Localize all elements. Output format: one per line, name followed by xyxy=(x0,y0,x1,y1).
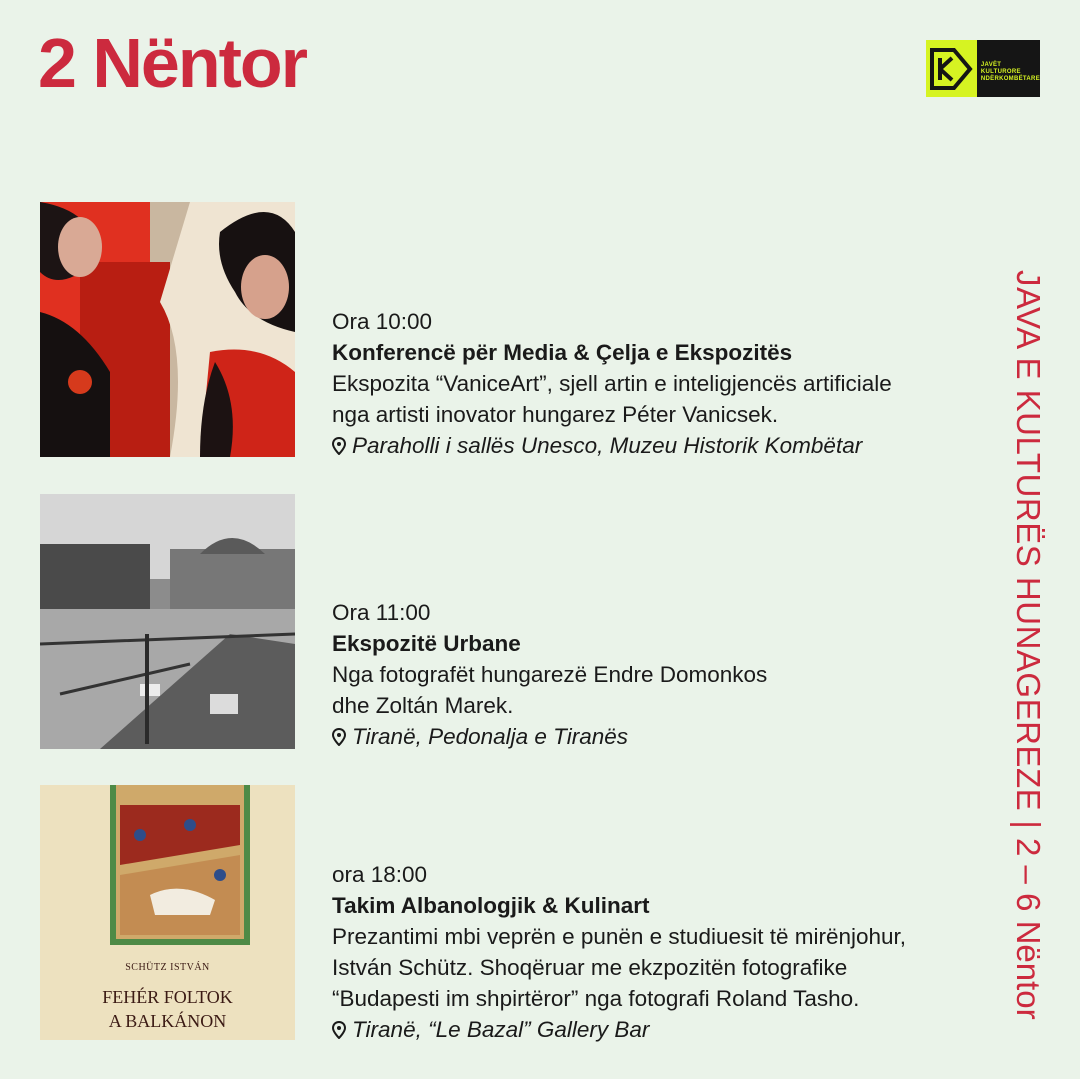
event-item xyxy=(40,785,1000,1040)
event-time: Ora 10:00 xyxy=(332,309,433,334)
logo-line-2: KULTURORE xyxy=(980,69,1021,75)
book-title-line-2: A BALKÁNON xyxy=(108,1011,227,1031)
event-image-book-cover xyxy=(40,785,295,1040)
logo-line-1: JAVËT xyxy=(980,62,1002,68)
event-item xyxy=(40,494,1000,749)
event-image-city-photo xyxy=(40,494,295,749)
logo-k-icon xyxy=(926,40,977,97)
festival-logo xyxy=(926,40,1040,97)
location-pin-icon xyxy=(332,1021,346,1039)
book-author: SCHÜTZ ISTVÁN xyxy=(125,962,210,973)
event-location-text: Tiranë, “Le Bazal” Gallery Bar xyxy=(352,1017,650,1042)
event-item xyxy=(40,202,1000,457)
date-title: 2 Nëntor xyxy=(38,24,306,102)
book-title-line-1: FEHÉR FOLTOK xyxy=(102,987,233,1007)
side-banner xyxy=(1005,270,1051,1040)
logo-line-3: NDËRKOMBËTARE xyxy=(980,76,1040,82)
event-title: Ekspozitë Urbane xyxy=(332,631,521,656)
event-description: Prezantimi mbi veprën e punën e studiuesit të mirënjohur, István Schütz. Shoqëruar me ekzpozitën fotografike “Budapesti im shpirtëror” nga fotografi Roland Tasho. xyxy=(332,924,907,1011)
event-description: Nga fotografët hungarezë Endre Domonkos dhe Zoltán Marek. xyxy=(332,662,768,718)
side-banner-dates: | 2 – 6 Nëntor xyxy=(1010,811,1047,1020)
location-pin-icon xyxy=(332,728,346,746)
event-title: Takim Albanologjik & Kulinart xyxy=(332,893,650,918)
event-location-text: Paraholli i sallës Unesco, Muzeu Historik Kombëtar xyxy=(352,433,863,458)
side-banner-title: JAVA E KULTURËS HUNAGEREZE xyxy=(1010,270,1047,812)
event-image-ai-painting xyxy=(40,202,295,457)
event-location-text: Tiranë, Pedonalja e Tiranës xyxy=(352,724,629,749)
event-location xyxy=(332,1014,1000,1045)
event-location xyxy=(332,430,1000,461)
event-time: Ora 11:00 xyxy=(332,600,431,625)
location-pin-icon xyxy=(332,437,346,455)
event-title: Konferencë për Media & Çelja e Ekspozitës xyxy=(332,340,793,365)
event-location xyxy=(332,721,1000,752)
event-description: Ekspozita “VaniceArt”, sjell artin e inteligjencës artificiale nga artisti inovator hungarez Péter Vanicsek. xyxy=(332,371,892,427)
event-time: ora 18:00 xyxy=(332,862,428,887)
